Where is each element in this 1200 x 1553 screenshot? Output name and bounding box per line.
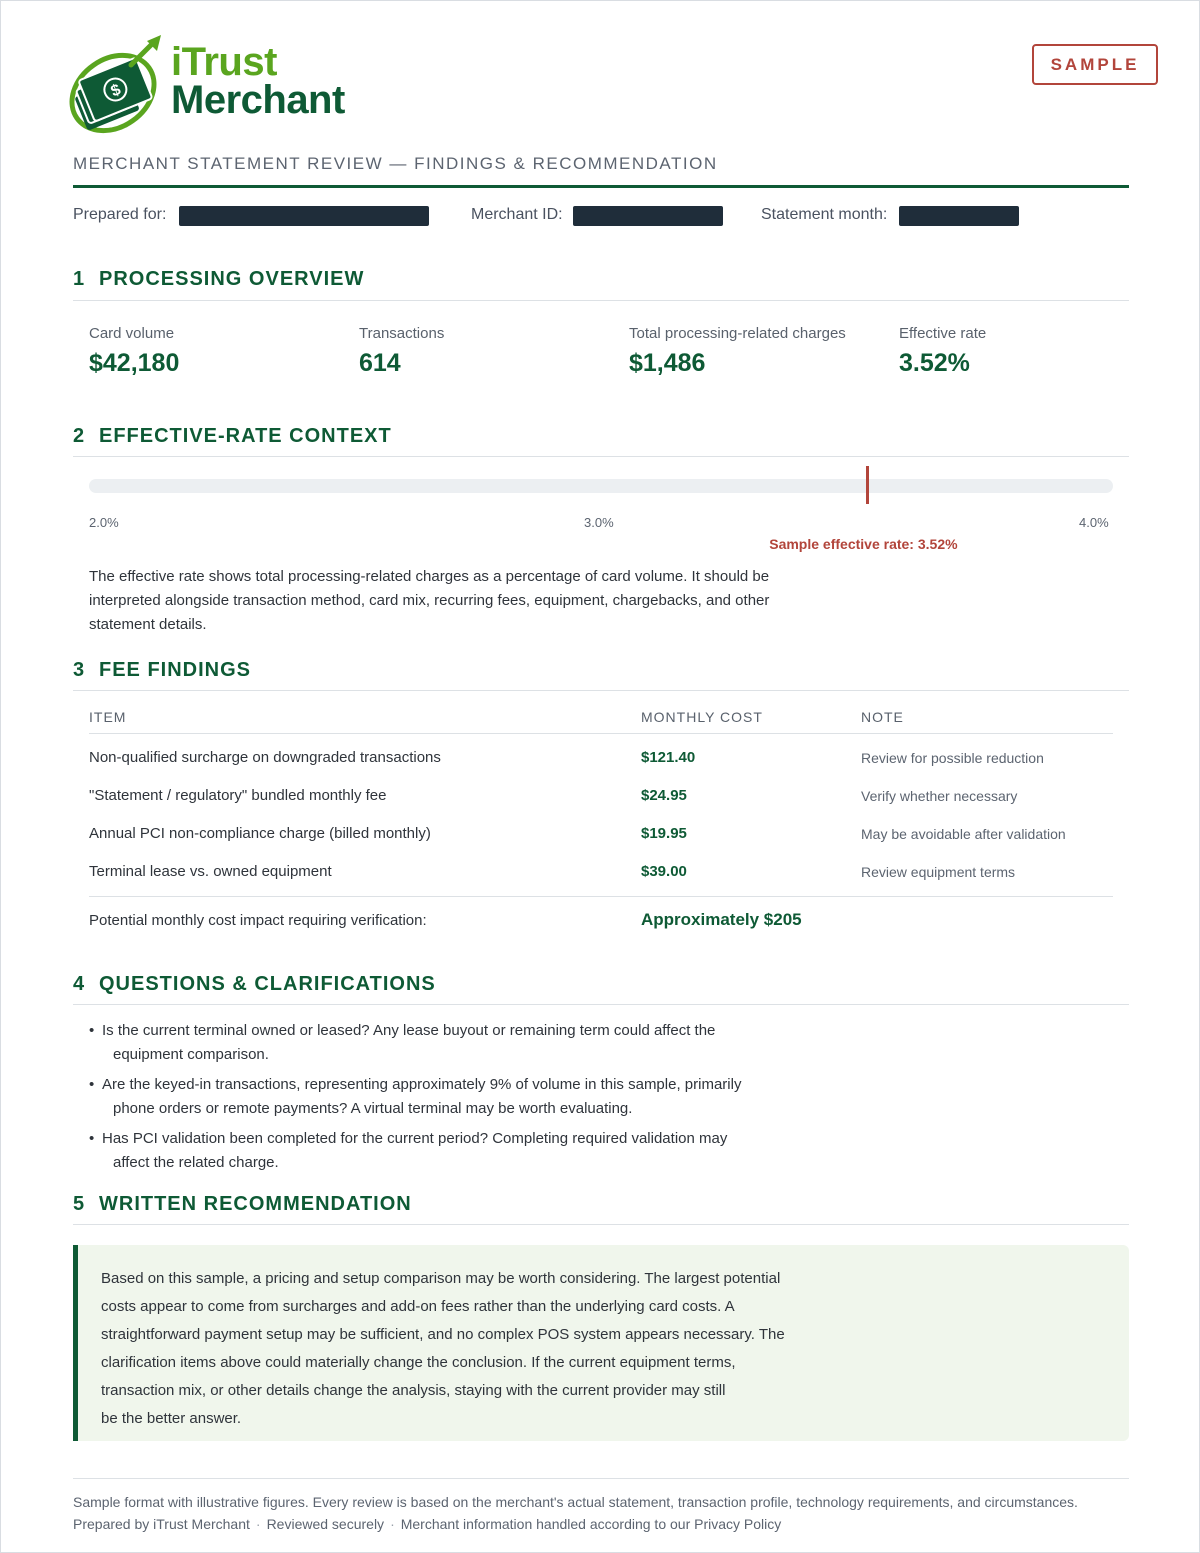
kpi-label-effective-rate: Effective rate bbox=[899, 325, 987, 342]
effective-rate-marker bbox=[866, 466, 869, 504]
footer-separator: · bbox=[390, 1516, 395, 1532]
recommendation-line: Based on this sample, a pricing and setup comparison may be worth considering. The largest potential bbox=[101, 1270, 781, 1287]
logo-wordmark-merchant: Merchant bbox=[171, 78, 345, 122]
section-number: 2 bbox=[73, 425, 86, 447]
section-title: EFFECTIVE-RATE CONTEXT bbox=[99, 425, 392, 447]
recommendation-text bbox=[101, 1265, 831, 1433]
fee-item: Non-qualified surcharge on downgraded transactions bbox=[89, 749, 441, 766]
merchant-id-label: Merchant ID: bbox=[471, 206, 563, 223]
question-text-continued: phone orders or remote payments? A virtual terminal may be worth evaluating. bbox=[113, 1100, 633, 1117]
recommendation-line: straightforward payment setup may be sufficient, and no complex POS system appears necessary. The bbox=[101, 1326, 785, 1343]
fee-note: Verify whether necessary bbox=[861, 788, 1018, 804]
section-heading-effective-rate-context bbox=[73, 425, 392, 448]
kpi-value-effective-rate: 3.52% bbox=[899, 349, 970, 377]
fee-cost: $24.95 bbox=[641, 787, 687, 804]
fee-cost: $19.95 bbox=[641, 825, 687, 842]
scale-tick-min: 2.0% bbox=[89, 515, 119, 530]
question-text-continued: equipment comparison. bbox=[113, 1046, 269, 1063]
fee-cost: $39.00 bbox=[641, 863, 687, 880]
section-heading-fee-findings bbox=[73, 659, 251, 682]
section-title: WRITTEN RECOMMENDATION bbox=[99, 1193, 412, 1215]
section-number: 1 bbox=[73, 268, 86, 290]
bullet-icon: • bbox=[89, 1022, 95, 1039]
bullet-icon: • bbox=[89, 1076, 95, 1093]
table-total-divider bbox=[89, 896, 1113, 897]
footer-prepared-by: Prepared by iTrust Merchant bbox=[73, 1516, 250, 1532]
itrust-merchant-logo bbox=[63, 31, 383, 143]
list-item bbox=[89, 1127, 789, 1175]
scale-tick-max: 4.0% bbox=[1079, 515, 1109, 530]
table-header-divider bbox=[89, 733, 1113, 734]
section-heading-questions bbox=[73, 973, 436, 996]
question-text: Is the current terminal owned or leased? Any lease buyout or remaining term could affect the bbox=[102, 1022, 716, 1039]
prepared-for-redacted bbox=[179, 206, 429, 226]
kpi-label-card-volume: Card volume bbox=[89, 325, 175, 342]
column-header-monthly-cost: MONTHLY COST bbox=[641, 709, 763, 725]
section-number: 4 bbox=[73, 973, 86, 995]
question-text: Are the keyed-in transactions, representing approximately 9% of volume in this sample, primarily bbox=[102, 1076, 742, 1093]
kpi-value-card-volume: $42,180 bbox=[89, 349, 180, 377]
list-item bbox=[89, 1073, 789, 1121]
svg-text:$: $ bbox=[108, 81, 124, 101]
potential-impact-label: Potential monthly cost impact requiring verification: bbox=[89, 912, 427, 929]
footer-disclaimer: Sample format with illustrative figures. Every review is based on the merchant's actual statement, transaction profile, technology requirements, and circumstances. bbox=[73, 1494, 1078, 1510]
footer-divider bbox=[73, 1478, 1129, 1479]
sample-badge: SAMPLE bbox=[1032, 44, 1158, 85]
column-header-item: ITEM bbox=[89, 709, 127, 725]
fee-note: Review equipment terms bbox=[861, 864, 1016, 880]
scale-tick-mid: 3.0% bbox=[584, 515, 614, 530]
kpi-value-total-charges: $1,486 bbox=[629, 349, 706, 377]
fee-item: "Statement / regulatory" bundled monthly fee bbox=[89, 787, 387, 804]
footer-reviewed: Reviewed securely bbox=[266, 1516, 385, 1532]
section-divider bbox=[73, 1224, 1129, 1225]
effective-rate-explanation: The effective rate shows total processing-related charges as a percentage of card volume. It should be interpreted alongside transaction method, card mix, recurring fees, equipment, chargebacks, and other statement details. bbox=[89, 568, 770, 633]
fee-note: May be avoidable after validation bbox=[861, 826, 1066, 842]
section-divider bbox=[73, 690, 1129, 691]
title-divider bbox=[73, 185, 1129, 188]
footer-privacy-note: Merchant information handled according to our Privacy Policy bbox=[400, 1516, 782, 1532]
card-with-dollar-and-arrow-icon bbox=[63, 31, 173, 143]
statement-month-label: Statement month: bbox=[761, 206, 888, 223]
section-title: PROCESSING OVERVIEW bbox=[99, 268, 365, 290]
section-title: FEE FINDINGS bbox=[99, 659, 252, 681]
section-divider bbox=[73, 1004, 1129, 1005]
section-divider bbox=[73, 456, 1129, 457]
section-divider bbox=[73, 300, 1129, 301]
merchant-id-redacted bbox=[573, 206, 723, 226]
fee-note: Review for possible reduction bbox=[861, 750, 1044, 766]
bullet-icon: • bbox=[89, 1130, 95, 1147]
column-header-note: NOTE bbox=[861, 709, 904, 725]
section-heading-written-recommendation bbox=[73, 1193, 412, 1216]
kpi-value-transactions: 614 bbox=[359, 349, 401, 377]
fee-item: Terminal lease vs. owned equipment bbox=[89, 863, 332, 880]
logo-wordmark-itrust: iTrust bbox=[171, 40, 277, 84]
document-title: MERCHANT STATEMENT REVIEW — FINDINGS & RECOMMENDATION bbox=[73, 154, 718, 173]
potential-impact-value: Approximately $205 bbox=[641, 910, 802, 929]
question-text: Has PCI validation been completed for the current period? Completing required validation may bbox=[102, 1130, 728, 1147]
recommendation-line: be the better answer. bbox=[101, 1410, 242, 1427]
question-text-continued: affect the related charge. bbox=[113, 1154, 279, 1171]
section-number: 5 bbox=[73, 1193, 86, 1215]
recommendation-line: costs appear to come from surcharges and add-on fees rather than the underlying card costs. A bbox=[101, 1298, 735, 1315]
effective-rate-scale-track bbox=[89, 479, 1113, 493]
recommendation-line: transaction mix, or other details change the analysis, staying with the current provider may still bbox=[101, 1382, 726, 1399]
kpi-label-transactions: Transactions bbox=[359, 325, 445, 342]
kpi-label-total-charges: Total processing-related charges bbox=[629, 325, 846, 342]
footer-credits bbox=[73, 1516, 781, 1532]
fee-item: Annual PCI non-compliance charge (billed monthly) bbox=[89, 825, 431, 842]
statement-month-redacted bbox=[899, 206, 1019, 226]
effective-rate-marker-label: Sample effective rate: 3.52% bbox=[769, 536, 958, 552]
section-title: QUESTIONS & CLARIFICATIONS bbox=[99, 973, 436, 995]
list-item bbox=[89, 1019, 789, 1067]
fee-cost: $121.40 bbox=[641, 749, 696, 766]
section-number: 3 bbox=[73, 659, 86, 681]
recommendation-line: clarification items above could materially change the conclusion. If the current equipment terms, bbox=[101, 1354, 736, 1371]
prepared-for-label: Prepared for: bbox=[73, 206, 167, 223]
section-heading-processing-overview bbox=[73, 268, 364, 291]
footer-separator: · bbox=[255, 1516, 261, 1532]
